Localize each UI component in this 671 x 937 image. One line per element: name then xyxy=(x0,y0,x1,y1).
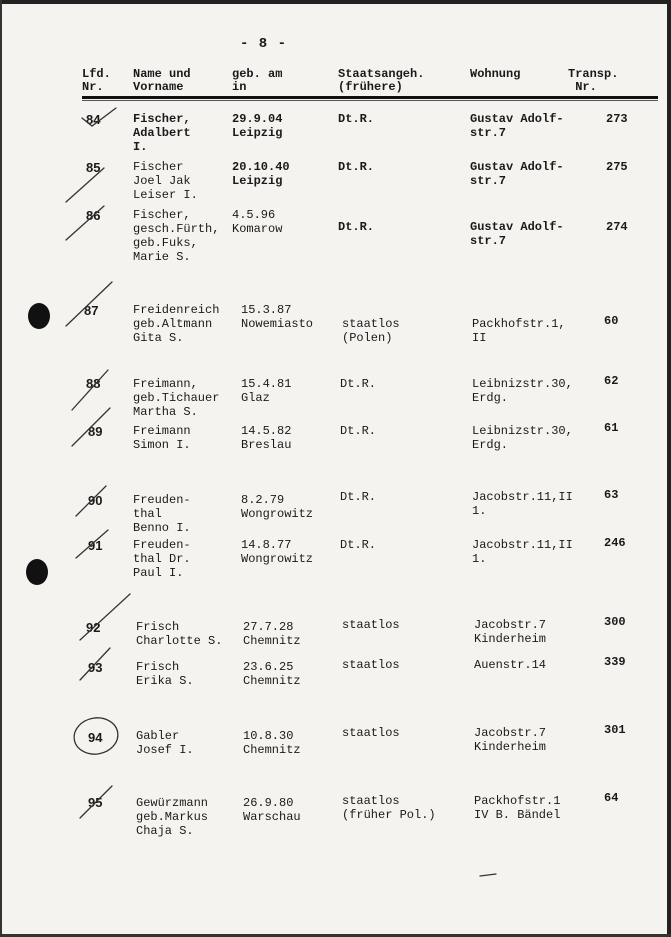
row-citizenship: Dt.R. xyxy=(340,424,377,438)
stray-mark-bottom xyxy=(480,874,496,876)
row-address: Packhofstr.1 IV B. Bändel xyxy=(474,794,561,822)
row-address: Jacobstr.11,II 1. xyxy=(472,538,573,566)
row-name: Freidenreich geb.Altmann Gita S. xyxy=(133,303,220,345)
row-transport: 62 xyxy=(604,374,619,388)
row-name: Frisch Erika S. xyxy=(136,660,194,688)
header-wohnung: Wohnung xyxy=(470,67,521,81)
row-name: Gabler Josef I. xyxy=(136,729,194,757)
row-number: 87 xyxy=(84,303,99,318)
check-mark-84 xyxy=(82,108,116,126)
row-name: Fischer Joel Jak Leiser I. xyxy=(133,160,198,202)
header-geb: geb. am in xyxy=(232,67,283,94)
row-number: 86 xyxy=(86,208,101,223)
circle-mark-94 xyxy=(71,714,121,757)
row-address: Gustav Adolf- str.7 xyxy=(470,220,564,248)
row-citizenship: Dt.R. xyxy=(338,112,375,126)
row-number: 94 xyxy=(88,730,103,745)
row-transport: 61 xyxy=(604,421,619,435)
row-number: 95 xyxy=(88,795,103,810)
row-name: Fischer, Adalbert I. xyxy=(133,112,191,154)
row-transport: 246 xyxy=(604,536,626,550)
row-citizenship: Dt.R. xyxy=(340,538,377,552)
row-birth: 15.3.87 Nowemiasto xyxy=(241,303,314,331)
row-citizenship: Dt.R. xyxy=(338,160,375,174)
row-number: 90 xyxy=(88,493,103,508)
row-address: Packhofstr.1, II xyxy=(472,317,566,345)
row-number: 92 xyxy=(86,620,101,635)
check-mark-93 xyxy=(80,648,110,680)
row-number: 93 xyxy=(88,660,103,675)
check-mark-95 xyxy=(80,786,112,818)
row-transport: 275 xyxy=(606,160,628,174)
row-birth: 4.5.96 Komarow xyxy=(232,208,283,236)
row-transport: 274 xyxy=(606,220,628,234)
header-name: Name und Vorname xyxy=(133,67,191,94)
row-name: Fischer, gesch.Fürth, geb.Fuks, Marie S. xyxy=(133,208,220,264)
row-address: Gustav Adolf- str.7 xyxy=(470,160,564,188)
header-nr: Lfd. Nr. xyxy=(82,67,111,94)
row-citizenship: staatlos xyxy=(342,726,400,740)
check-mark-86 xyxy=(66,206,104,240)
row-address: Jacobstr.7 Kinderheim xyxy=(474,726,547,754)
check-mark-92 xyxy=(80,594,130,640)
row-name: Freimann, geb.Tichauer Martha S. xyxy=(133,377,220,419)
row-birth: 20.10.40 Leipzig xyxy=(232,160,290,188)
row-name: Gewürzmann geb.Markus Chaja S. xyxy=(136,796,209,838)
row-transport: 63 xyxy=(604,488,619,502)
check-mark-89 xyxy=(72,408,110,446)
header-transp: Transp. Nr. xyxy=(568,67,619,94)
row-number: 89 xyxy=(88,424,103,439)
row-birth: 26.9.80 Warschau xyxy=(243,796,301,824)
row-transport: 301 xyxy=(604,723,626,737)
row-birth: 23.6.25 Chemnitz xyxy=(243,660,301,688)
row-birth: 10.8.30 Chemnitz xyxy=(243,729,301,757)
row-transport: 339 xyxy=(604,655,626,669)
check-mark-85 xyxy=(66,168,104,202)
row-name: Freuden- thal Benno I. xyxy=(133,493,191,535)
row-citizenship: Dt.R. xyxy=(338,220,375,234)
header-staat: Staatsangeh. (frühere) xyxy=(338,67,425,94)
row-birth: 8.2.79 Wongrowitz xyxy=(241,493,314,521)
row-address: Gustav Adolf- str.7 xyxy=(470,112,564,140)
row-birth: 14.5.82 Breslau xyxy=(241,424,292,452)
row-number: 84 xyxy=(86,112,101,127)
row-number: 91 xyxy=(88,538,103,553)
check-mark-90 xyxy=(76,486,106,516)
row-citizenship: Dt.R. xyxy=(340,377,377,391)
check-mark-88 xyxy=(72,370,108,410)
row-citizenship: staatlos xyxy=(342,658,400,672)
row-citizenship: staatlos (Polen) xyxy=(342,317,400,345)
row-transport: 273 xyxy=(606,112,628,126)
row-address: Leibnizstr.30, Erdg. xyxy=(472,377,573,405)
row-number: 88 xyxy=(86,376,101,391)
row-name: Freimann Simon I. xyxy=(133,424,191,452)
row-citizenship: staatlos (früher Pol.) xyxy=(342,794,436,822)
row-name: Frisch Charlotte S. xyxy=(136,620,223,648)
row-citizenship: staatlos xyxy=(342,618,400,632)
row-transport: 300 xyxy=(604,615,626,629)
row-name: Freuden- thal Dr. Paul I. xyxy=(133,538,191,580)
row-birth: 14.8.77 Wongrowitz xyxy=(241,538,314,566)
row-birth: 27.7.28 Chemnitz xyxy=(243,620,301,648)
row-address: Jacobstr.7 Kinderheim xyxy=(474,618,547,646)
row-address: Jacobstr.11,II 1. xyxy=(472,490,573,518)
row-number: 85 xyxy=(86,160,101,175)
row-address: Leibnizstr.30, Erdg. xyxy=(472,424,573,452)
page-number: - 8 - xyxy=(240,36,288,52)
row-citizenship: Dt.R. xyxy=(340,490,377,504)
check-mark-87 xyxy=(66,282,112,326)
row-transport: 60 xyxy=(604,314,619,328)
row-birth: 15.4.81 Glaz xyxy=(241,377,292,405)
row-transport: 64 xyxy=(604,791,619,805)
check-mark-91 xyxy=(76,530,108,558)
row-address: Auenstr.14 xyxy=(474,658,547,672)
row-birth: 29.9.04 Leipzig xyxy=(232,112,283,140)
